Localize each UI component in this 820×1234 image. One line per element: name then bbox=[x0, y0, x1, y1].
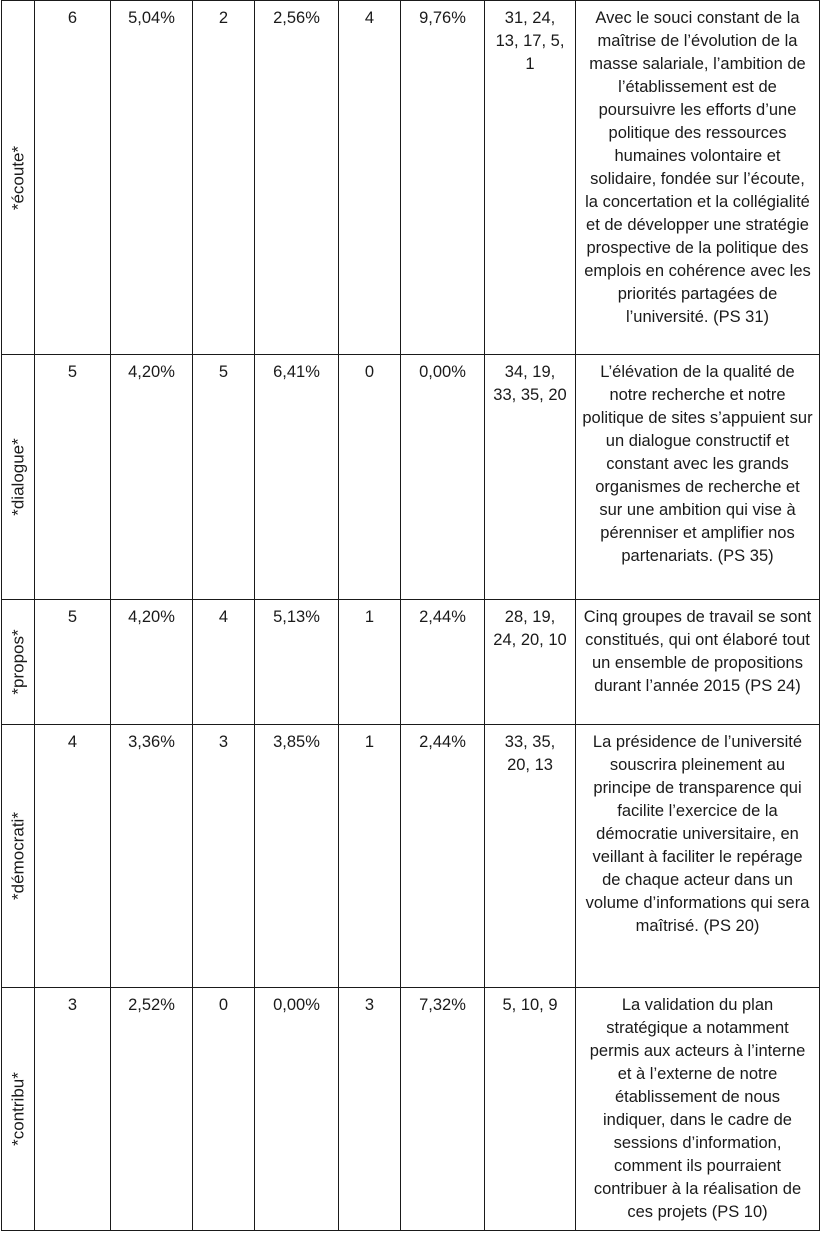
quote-cell: La présidence de l’université souscrira pleinement au principe de transparence qui facilite l’exercice de la démocratie universitaire, en veillant à faciliter le repérage de chaque acteur dans un volume d’informations qui sera maîtrisé. (PS 20) bbox=[576, 725, 820, 988]
count-cell: 3 bbox=[339, 988, 401, 1231]
percent-cell: 3,85% bbox=[255, 725, 339, 988]
term-label: *contribu* bbox=[8, 1072, 28, 1146]
count-cell: 2 bbox=[193, 1, 255, 355]
percent-cell: 9,76% bbox=[401, 1, 485, 355]
quote-cell: Cinq groupes de travail se sont constitués, qui ont élaboré tout un ensemble de propositions durant l’année 2015 (PS 24) bbox=[576, 600, 820, 725]
table-row bbox=[2, 988, 820, 1231]
term-cell bbox=[2, 988, 35, 1231]
percent-cell: 4,20% bbox=[111, 355, 193, 600]
quote-cell: Avec le souci constant de la maîtrise de l’évolution de la masse salariale, l’ambition de l’établissement est de poursuivre les efforts d’une politique des ressources humaines volontaire et solidaire, fondée sur l’écoute, la concertation et la collégialité et de développer une stratégie prospective de la politique des emplois en cohérence avec les priorités partagées de l’université. (PS 31) bbox=[576, 1, 820, 355]
term-label: *écoute* bbox=[8, 145, 28, 210]
count-cell: 4 bbox=[35, 725, 111, 988]
term-cell bbox=[2, 355, 35, 600]
table-row bbox=[2, 1, 820, 355]
percent-cell: 5,13% bbox=[255, 600, 339, 725]
percent-cell: 2,56% bbox=[255, 1, 339, 355]
term-cell bbox=[2, 600, 35, 725]
count-cell: 4 bbox=[193, 600, 255, 725]
percent-cell: 2,52% bbox=[111, 988, 193, 1231]
sections-cell: 31, 24, 13, 17, 5, 1 bbox=[485, 1, 576, 355]
percent-cell: 2,44% bbox=[401, 725, 485, 988]
percent-cell: 7,32% bbox=[401, 988, 485, 1231]
percent-cell: 5,04% bbox=[111, 1, 193, 355]
count-cell: 0 bbox=[339, 355, 401, 600]
percent-cell: 0,00% bbox=[255, 988, 339, 1231]
percent-cell: 3,36% bbox=[111, 725, 193, 988]
count-cell: 3 bbox=[193, 725, 255, 988]
term-cell bbox=[2, 1, 35, 355]
count-cell: 5 bbox=[193, 355, 255, 600]
count-cell: 3 bbox=[35, 988, 111, 1231]
count-cell: 5 bbox=[35, 600, 111, 725]
count-cell: 0 bbox=[193, 988, 255, 1231]
table-row bbox=[2, 725, 820, 988]
term-label: *dialogue* bbox=[8, 438, 28, 516]
percent-cell: 4,20% bbox=[111, 600, 193, 725]
sections-cell: 5, 10, 9 bbox=[485, 988, 576, 1231]
table-row bbox=[2, 355, 820, 600]
count-cell: 6 bbox=[35, 1, 111, 355]
percent-cell: 2,44% bbox=[401, 600, 485, 725]
count-cell: 1 bbox=[339, 600, 401, 725]
data-table bbox=[1, 0, 820, 1231]
percent-cell: 6,41% bbox=[255, 355, 339, 600]
table-row bbox=[2, 600, 820, 725]
quote-cell: L’élévation de la qualité de notre recherche et notre politique de sites s’appuient sur un dialogue constructif et constant avec les grands organismes de recherche et sur une ambition qui vise à pérenniser et amplifier nos partenariats. (PS 35) bbox=[576, 355, 820, 600]
term-cell bbox=[2, 725, 35, 988]
sections-cell: 33, 35, 20, 13 bbox=[485, 725, 576, 988]
percent-cell: 0,00% bbox=[401, 355, 485, 600]
sections-cell: 34, 19, 33, 35, 20 bbox=[485, 355, 576, 600]
sections-cell: 28, 19, 24, 20, 10 bbox=[485, 600, 576, 725]
count-cell: 5 bbox=[35, 355, 111, 600]
count-cell: 4 bbox=[339, 1, 401, 355]
quote-cell: La validation du plan stratégique a notamment permis aux acteurs à l’interne et à l’externe de notre établissement de nous indiquer, dans le cadre de sessions d’information, comment ils pourraient contribuer à la réalisation de ces projets (PS 10) bbox=[576, 988, 820, 1231]
count-cell: 1 bbox=[339, 725, 401, 988]
term-label: *propos* bbox=[8, 629, 28, 695]
term-label: *démocrati* bbox=[8, 812, 28, 900]
